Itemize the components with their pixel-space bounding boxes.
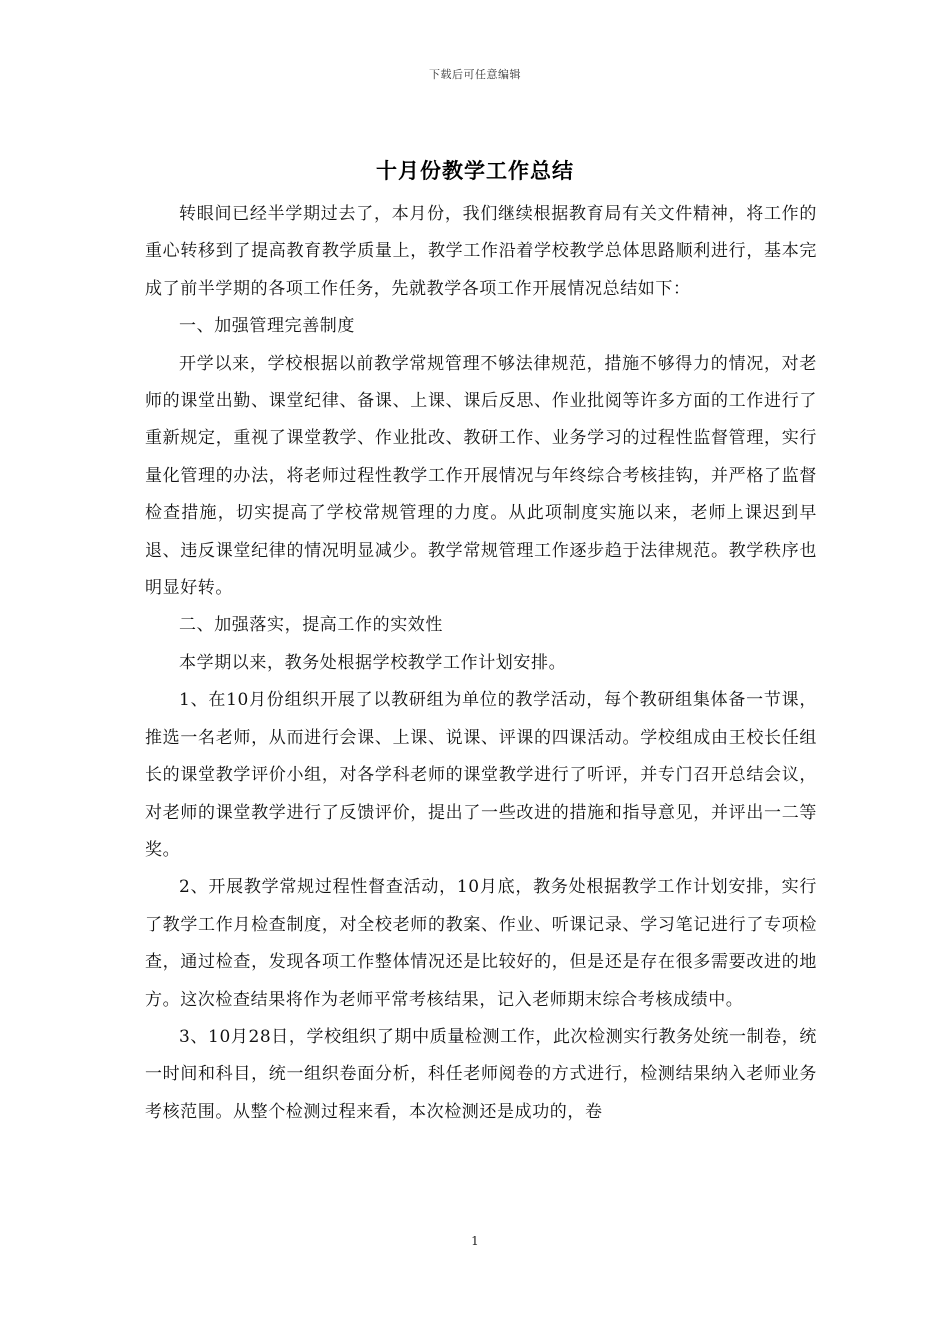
section-heading-1: 一、加强管理完善制度 [179,316,355,337]
body-paragraph: 开学以来，学校根据以前教学常规管理不够法律规范，措施不够得力的情况，对老师的课堂出勤、课堂纪律、备课、上课、课后反思、作业批阅等许多方面的工作进行了重新规定，重视了课堂教学、作业批改、教研工作、业务学习的过程性监督管理，实行量化管理的办法，将老师过程性教学工作开展情况与年终综合考核挂钩，并严格了监督检查措施，切实提高了学校常规管理的力度。从此项制度实施以来，老师上课迟到早退、违反课堂纪律的情况明显减少。教学常规管理工作逐步趋于法律规范。教学秩序也明显好转。 [145,353,817,599]
page-number: 1 [471,1234,479,1248]
intro-paragraph: 转眼间已经半学期过去了，本月份，我们继续根据教育局有关文件精神，将工作的重心转移到了提高教育教学质量上，教学工作沿着学校教学总体思路顺利进行，基本完成了前半学期的各项工作任务，先就教学各项工作开展情况总结如下： [145,204,817,299]
body-paragraph: 2、开展教学常规过程性督查活动，10月底，教务处根据教学工作计划安排，实行了教学工作月检查制度，对全校老师的教案、作业、听课记录、学习笔记进行了专项检查，通过检查，发现各项工作整体情况还是比较好的，但是还是存在很多需要改进的地方。这次检查结果将作为老师平常考核结果，记入老师期末综合考核成绩中。 [145,877,817,1010]
document-body [145,196,817,1131]
body-paragraph: 本学期以来，教务处根据学校教学工作计划安排。 [179,652,567,673]
page-title: 十月份教学工作总结 [376,158,574,183]
body-paragraph: 1、在10月份组织开展了以教研组为单位的教学活动，每个教研组集体备一节课，推选一名老师，从而进行会课、上课、说课、评课的四课活动。学校组成由王校长任组长的课堂教学评价小组，对各学科老师的课堂教学进行了听评，并专门召开总结会议，对老师的课堂教学进行了反馈评价，提出了一些改进的措施和指导意见，并评出一二等奖。 [145,690,817,860]
body-paragraph: 3、10月28日，学校组织了期中质量检测工作，此次检测实行教务处统一制卷，统一时间和科目，统一组织卷面分析，科任老师阅卷的方式进行，检测结果纳入老师业务考核范围。从整个检测过程来看，本次检测还是成功的，卷 [145,1026,817,1122]
header-note: 下载后可任意编辑 [429,68,521,81]
section-heading-2: 二、加强落实，提高工作的实效性 [179,615,443,636]
